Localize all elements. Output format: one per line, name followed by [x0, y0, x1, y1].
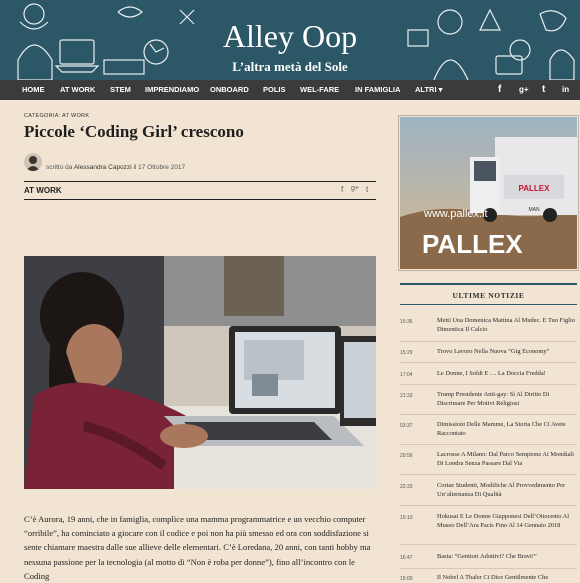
google-plus-icon[interactable]: g+: [519, 85, 529, 94]
news-heading-rule: [400, 304, 577, 305]
photo-girl-coding: [24, 256, 376, 489]
news-top-rule: [400, 283, 577, 285]
news-separator: [400, 341, 577, 342]
site-title[interactable]: Alley Oop: [222, 18, 358, 54]
nav-item-altri[interactable]: ALTRI ▾: [415, 85, 443, 94]
nav-item-welfare[interactable]: WEL-FARE: [300, 85, 340, 94]
nav-item-in-famiglia[interactable]: IN FAMIGLIA: [355, 85, 401, 94]
facebook-icon[interactable]: f: [498, 84, 502, 95]
share-facebook-icon[interactable]: f: [341, 185, 344, 194]
article-byline: [46, 164, 185, 171]
news-title[interactable]: Cortae Studenti, Modifiche Al Provvedimento Per Un’alternanza Di Qualità: [437, 482, 566, 498]
nav-item-stem[interactable]: STEM: [110, 85, 131, 94]
news-separator: [400, 444, 577, 445]
nav-item-polis[interactable]: POLIS: [263, 85, 286, 94]
news-title[interactable]: Hokusai E Le Donne Giapponesi Dell’Ottocento Al Museo Dell’Ara Pacis Fino Al 14 Gennaio 2018: [437, 513, 570, 529]
ad-image: [400, 117, 577, 269]
news-title[interactable]: Dimissioni Delle Mamme, La Storia Che Ci Avete Raccontato: [437, 421, 566, 437]
truck-logo: PALLEX: [518, 184, 550, 193]
news-time: 03:37: [400, 423, 413, 429]
share-google-plus-icon[interactable]: g+: [351, 185, 359, 192]
nav-item-imprendiamo[interactable]: IMPRENDIAMO: [145, 85, 200, 94]
article-title: Piccole ‘Coding Girl’ crescono: [24, 122, 244, 141]
news-title[interactable]: Il Nobel A Thaler Ci Dice Gentilmente Che: [437, 574, 549, 581]
news-time: 17:04: [400, 372, 413, 378]
news-title[interactable]: Basta: “Genitori Adottivi? Che Bravi!”: [437, 553, 537, 560]
share-twitter-icon[interactable]: t: [366, 185, 369, 194]
byline-prefix: scritto da: [46, 164, 73, 171]
news-time: 21:33: [400, 393, 413, 399]
header-banner: [0, 0, 580, 80]
main-nav: [0, 80, 580, 100]
article-body: C’è Aurora, 19 anni, che in famiglia, complice una mamma programmatrice e un vecchio computer “orribile”, ha cominciato a giocare con il codice e poi non ha più smesso ed ora con soddisfazione si sente chiamare maestra dalle sue allieve delle elementari. C’è Loredana, 20 anni, con tanti hobby ma nessuna passione per la tecnologia (al motto di “Non è roba per donne”), fino all’incontro con le Coding: [24, 514, 371, 581]
news-time: 15:10: [400, 515, 413, 521]
author-link[interactable]: Alessandra Capozzi: [73, 164, 132, 171]
author-avatar[interactable]: [24, 153, 42, 171]
news-time: 16:47: [400, 555, 413, 561]
ad-banner[interactable]: [400, 117, 577, 269]
news-time: 15:36: [400, 319, 413, 325]
linkedin-icon[interactable]: in: [562, 85, 570, 94]
news-separator: [400, 414, 577, 415]
news-separator: [400, 384, 577, 385]
nav-item-at-work[interactable]: AT WORK: [60, 85, 96, 94]
truck-make: MAN: [528, 207, 540, 213]
news-separator: [400, 362, 577, 363]
article-category[interactable]: CATEGORIA: AT WORK: [24, 113, 90, 119]
news-time: 20:56: [400, 453, 413, 459]
section-label[interactable]: AT WORK: [24, 186, 62, 195]
divider-bottom: [24, 199, 376, 200]
article-photo: [24, 256, 376, 489]
news-title[interactable]: Lacrosse A Milano: Dal Parco Sempione Ai Mondiali Di Londra Senza Passare Dal Via: [437, 451, 574, 467]
ad-brand: PALLEX: [422, 229, 523, 259]
divider-top: [24, 181, 376, 182]
news-heading: ULTIME NOTIZIE: [452, 291, 525, 300]
news-time: 15:00: [400, 576, 413, 582]
news-time: 22:33: [400, 484, 413, 490]
news-title[interactable]: Metti Una Domenica Mattina Al Mudec. E Tuo Figlio Dimentica Il Calcio: [437, 317, 575, 333]
nav-item-onboard[interactable]: ONBOARD: [210, 85, 249, 94]
news-title[interactable]: Le Donne, I Soldi E … La Doccia Fredda!: [437, 370, 546, 377]
news-separator: [400, 505, 577, 506]
twitter-icon[interactable]: t: [542, 84, 546, 95]
news-separator: [400, 568, 577, 569]
news-separator: [400, 474, 577, 475]
news-title[interactable]: Trump Presidente Anti-gay: Sì Al Diritto Di Discrimare Per Motivi Religiosi: [437, 391, 550, 407]
nav-item-home[interactable]: HOME: [22, 85, 45, 94]
site-subtitle: L’altra metà del Sole: [232, 59, 348, 74]
news-title[interactable]: Trovo Lavoro Nella Nuova “Gig Economy”: [437, 348, 550, 355]
news-time: 15:29: [400, 350, 413, 356]
news-separator: [400, 544, 577, 545]
avatar-image: [24, 153, 42, 171]
article-date: il 17 Ottobre 2017: [133, 164, 186, 171]
ad-url: www.pallex.it: [424, 208, 488, 220]
